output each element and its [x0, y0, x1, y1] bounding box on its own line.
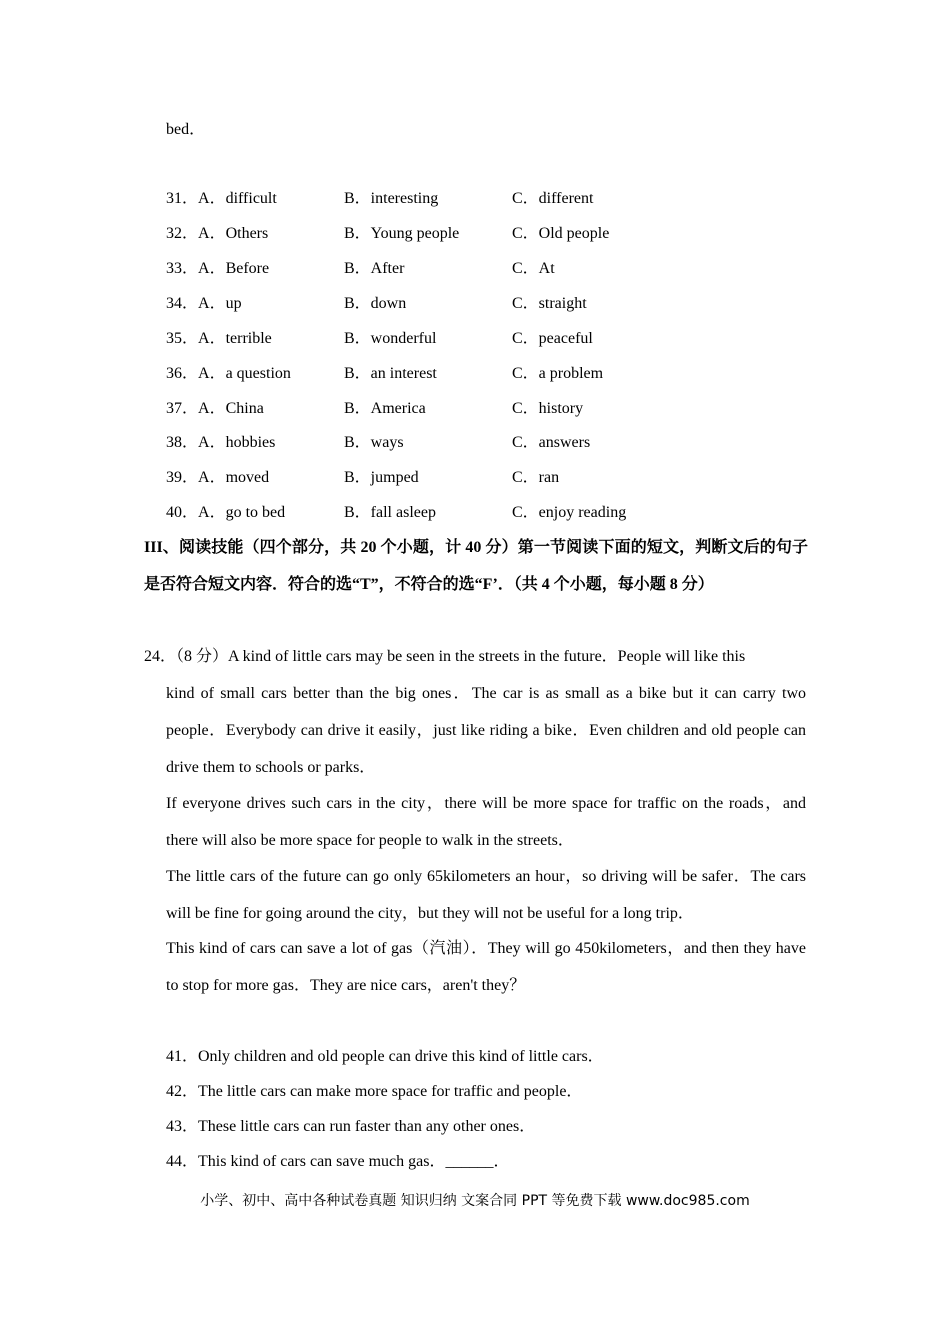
choice-a: A．terrible — [198, 330, 272, 347]
choice-c: C．Old people — [512, 225, 610, 242]
option-a — [166, 503, 285, 523]
option-row-39 — [166, 468, 826, 488]
choice-c: C．At — [512, 260, 555, 277]
question-number: 34． — [166, 295, 199, 312]
option-row-36 — [166, 364, 826, 384]
choice-a: A．a question — [198, 365, 291, 382]
choice-b: B．After — [344, 260, 405, 277]
question-number: 40． — [166, 504, 199, 521]
choice-b: B．down — [344, 295, 407, 312]
option-a — [166, 189, 277, 209]
question-number: 33． — [166, 260, 199, 277]
question-number: 39． — [166, 469, 199, 486]
choice-c: C．answers — [512, 434, 591, 451]
choice-a: A．hobbies — [198, 434, 276, 451]
choice-b: B．jumped — [344, 469, 419, 486]
option-a — [166, 329, 272, 349]
choice-c: C．enjoy reading — [512, 504, 627, 521]
option-a — [166, 224, 268, 244]
passage-paragraph-4: This kind of cars can save a lot of gas（汽油）．They will go 450kilometers，and then they have to stop for more gas．They are nice cars，aren't they？ — [166, 940, 806, 994]
choice-a: A．China — [198, 400, 264, 417]
option-a — [166, 399, 264, 419]
passage-paragraph-1: kind of small cars better than the big ones．The car is as small as a bike but it can carry two people．Everybody can drive it easily，just like riding a bike．Even children and old people can drive them to schools or parks． — [166, 685, 806, 776]
option-a — [166, 364, 291, 384]
top-fragment: bed． — [166, 121, 206, 138]
option-row-38 — [166, 433, 826, 453]
choice-b: B．ways — [344, 434, 404, 451]
option-row-31 — [166, 189, 826, 209]
choice-b: B．fall asleep — [344, 504, 436, 521]
option-row-32 — [166, 224, 826, 244]
question-number: 32． — [166, 225, 199, 242]
choice-b: B．wonderful — [344, 330, 437, 347]
question-number: 37． — [166, 400, 199, 417]
choice-a: A．moved — [198, 469, 270, 486]
option-row-34 — [166, 294, 826, 314]
option-a — [166, 294, 242, 314]
choice-b: B．Young people — [344, 225, 460, 242]
question-number: 36． — [166, 365, 199, 382]
choice-c: C．different — [512, 190, 594, 207]
statement-43: 43．These little cars can run faster than any other ones． — [166, 1118, 536, 1135]
page-footer: 小学、初中、高中各种试卷真题 知识归纳 文案合同 PPT 等免费下载 www.doc985.com — [200, 1193, 750, 1209]
question-number: 35． — [166, 330, 199, 347]
option-a — [166, 259, 269, 279]
option-a — [166, 433, 275, 453]
passage-paragraph-2: If everyone drives such cars in the city，there will be more space for traffic on the roads，and there will also be more space for people to walk in the streets． — [166, 795, 806, 849]
choice-a: A．Others — [198, 225, 269, 242]
choice-b: B．interesting — [344, 190, 439, 207]
choice-a: A．difficult — [198, 190, 277, 207]
choice-c: C．history — [512, 400, 584, 417]
option-row-40 — [166, 503, 826, 523]
choice-b: B．America — [344, 400, 426, 417]
statement-41: 41．Only children and old people can drive this kind of little cars． — [166, 1048, 604, 1065]
choice-b: B．an interest — [344, 365, 437, 382]
option-a — [166, 468, 269, 488]
statement-42: 42．The little cars can make more space for traffic and people． — [166, 1083, 583, 1100]
choice-a: A．Before — [198, 260, 270, 277]
choice-c: C．straight — [512, 295, 587, 312]
question-24-head: 24．（8 分）A kind of little cars may be seen in the streets in the future．People will like this — [144, 648, 746, 665]
choice-a: A．go to bed — [198, 504, 286, 521]
question-number: 31． — [166, 190, 199, 207]
choice-a: A．up — [198, 295, 242, 312]
option-row-35 — [166, 329, 826, 349]
choice-c: C．peaceful — [512, 330, 593, 347]
choice-c: C．a problem — [512, 365, 604, 382]
choice-c: C．ran — [512, 469, 560, 486]
option-row-37 — [166, 399, 826, 419]
option-row-33 — [166, 259, 826, 279]
passage-paragraph-3: The little cars of the future can go only 65kilometers an hour，so driving will be safer．The cars will be fine for going around the city，but they will not be useful for a long trip． — [166, 868, 807, 922]
statement-44: 44．This kind of cars can save much gas．______． — [166, 1153, 510, 1170]
question-number: 38． — [166, 434, 199, 451]
section-heading: III、阅读技能（四个部分，共 20 个小题，计 40 分）第一节阅读下面的短文，判断文后的句子是否符合短文内容．符合的选“T”，不符合的选“F’．（共 4 个小题，每小题 8 分） — [144, 539, 808, 593]
